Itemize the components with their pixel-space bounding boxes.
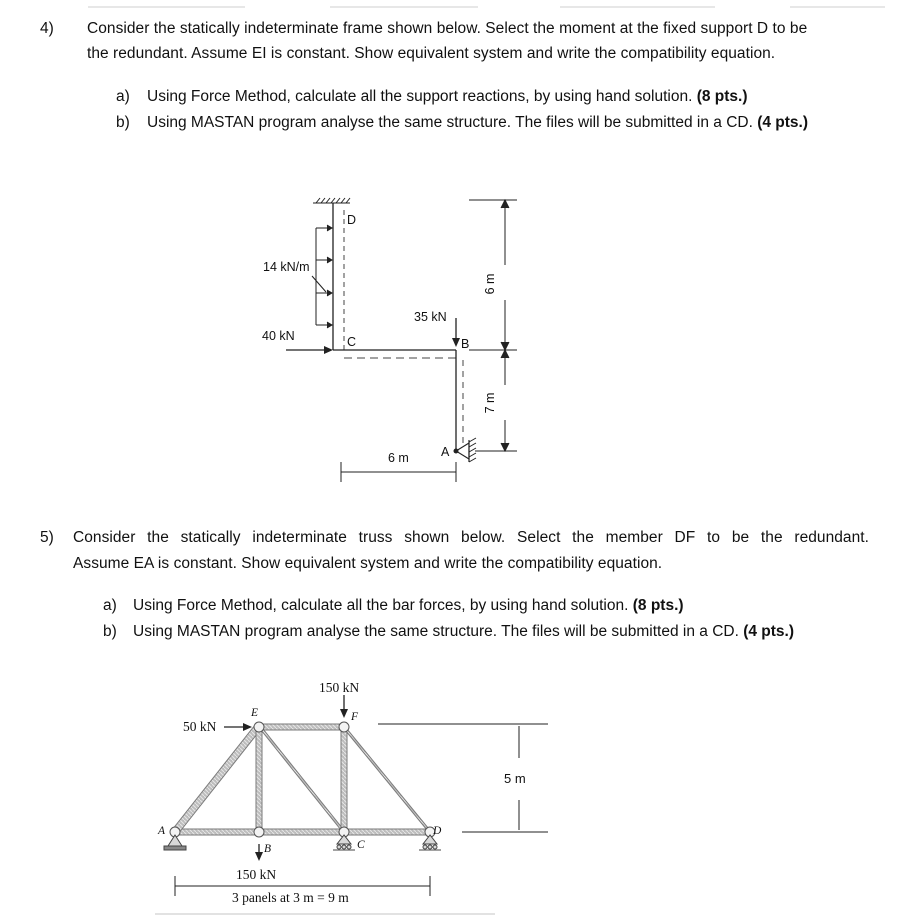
bottom-load-label: 150 kN xyxy=(236,867,277,882)
question-5-part-a-text: Using Force Method, calculate all the bar forces, by using hand solution. xyxy=(133,597,629,614)
load-150-bottom-arrow xyxy=(255,844,263,861)
question-5-part-b-label: b) xyxy=(103,623,117,640)
question-5-line-1: Consider the statically indeterminate truss shown below. Select the member DF to be the redundant. xyxy=(73,529,869,546)
span-dim-label: 3 panels at 3 m = 9 m xyxy=(232,890,349,905)
truss-members xyxy=(172,724,433,835)
node-c-label: C xyxy=(357,839,365,851)
support-c xyxy=(333,835,355,850)
question-5-part-a-points: (8 pts.) xyxy=(632,597,684,614)
point-load-label: 35 kN xyxy=(414,310,447,324)
vertical-dim-7m-label: 7 m xyxy=(483,392,497,414)
node-d-label: D xyxy=(347,213,357,227)
horizontal-dim-label: 6 m xyxy=(388,451,409,465)
node-a-label: A xyxy=(441,445,450,459)
question-5-part-b-points: (4 pts.) xyxy=(743,623,795,640)
node-f-label: F xyxy=(351,711,359,723)
node-b-label: B xyxy=(264,843,272,855)
vertical-dim-6m-label: 6 m xyxy=(483,273,497,295)
support-a xyxy=(164,835,186,850)
node-c-label: C xyxy=(347,335,357,349)
question-4-part-b-label: b) xyxy=(116,114,130,131)
question-4-part-a-text: Using Force Method, calculate all the support reactions, by using hand solution. xyxy=(147,88,693,105)
question-4-line-1: Consider the statically indeterminate frame shown below. Select the moment at the fixed support D to be xyxy=(87,20,808,37)
question-5-part-b-text: Using MASTAN program analyse the same structure. The files will be submitted in a CD. xyxy=(133,623,739,640)
question-5-number: 5) xyxy=(40,529,54,546)
lateral-load-label: 40 kN xyxy=(262,329,295,343)
question-4-number: 4) xyxy=(40,20,54,37)
question-4-part-b-text: Using MASTAN program analyse the same structure. The files will be submitted in a CD. xyxy=(147,114,753,131)
node-a-label: A xyxy=(158,825,166,837)
load-50-arrow xyxy=(224,723,252,731)
height-dim-label: 5 m xyxy=(504,771,526,786)
lateral-load-label: 50 kN xyxy=(183,719,217,734)
question-4-part-a-points: (8 pts.) xyxy=(696,88,748,105)
support-d xyxy=(419,835,441,850)
question-4-part-b-points: (4 pts.) xyxy=(757,114,809,131)
node-d-label: D xyxy=(433,825,442,837)
question-4-line-2: the redundant. Assume EI is constant. Show equivalent system and write the compatibility equation. xyxy=(87,45,776,62)
load-150-top-arrow xyxy=(340,695,348,718)
question-5-part-a-label: a) xyxy=(103,597,117,614)
node-e-label: E xyxy=(251,707,259,719)
distributed-load-label: 14 kN/m xyxy=(263,260,310,274)
question-5-line-2: Assume EA is constant. Show equivalent system and write the compatibility equation. xyxy=(73,555,663,572)
question-4-part-a-label: a) xyxy=(116,88,130,105)
node-b-label: B xyxy=(461,337,470,351)
top-load-label: 150 kN xyxy=(319,680,360,695)
